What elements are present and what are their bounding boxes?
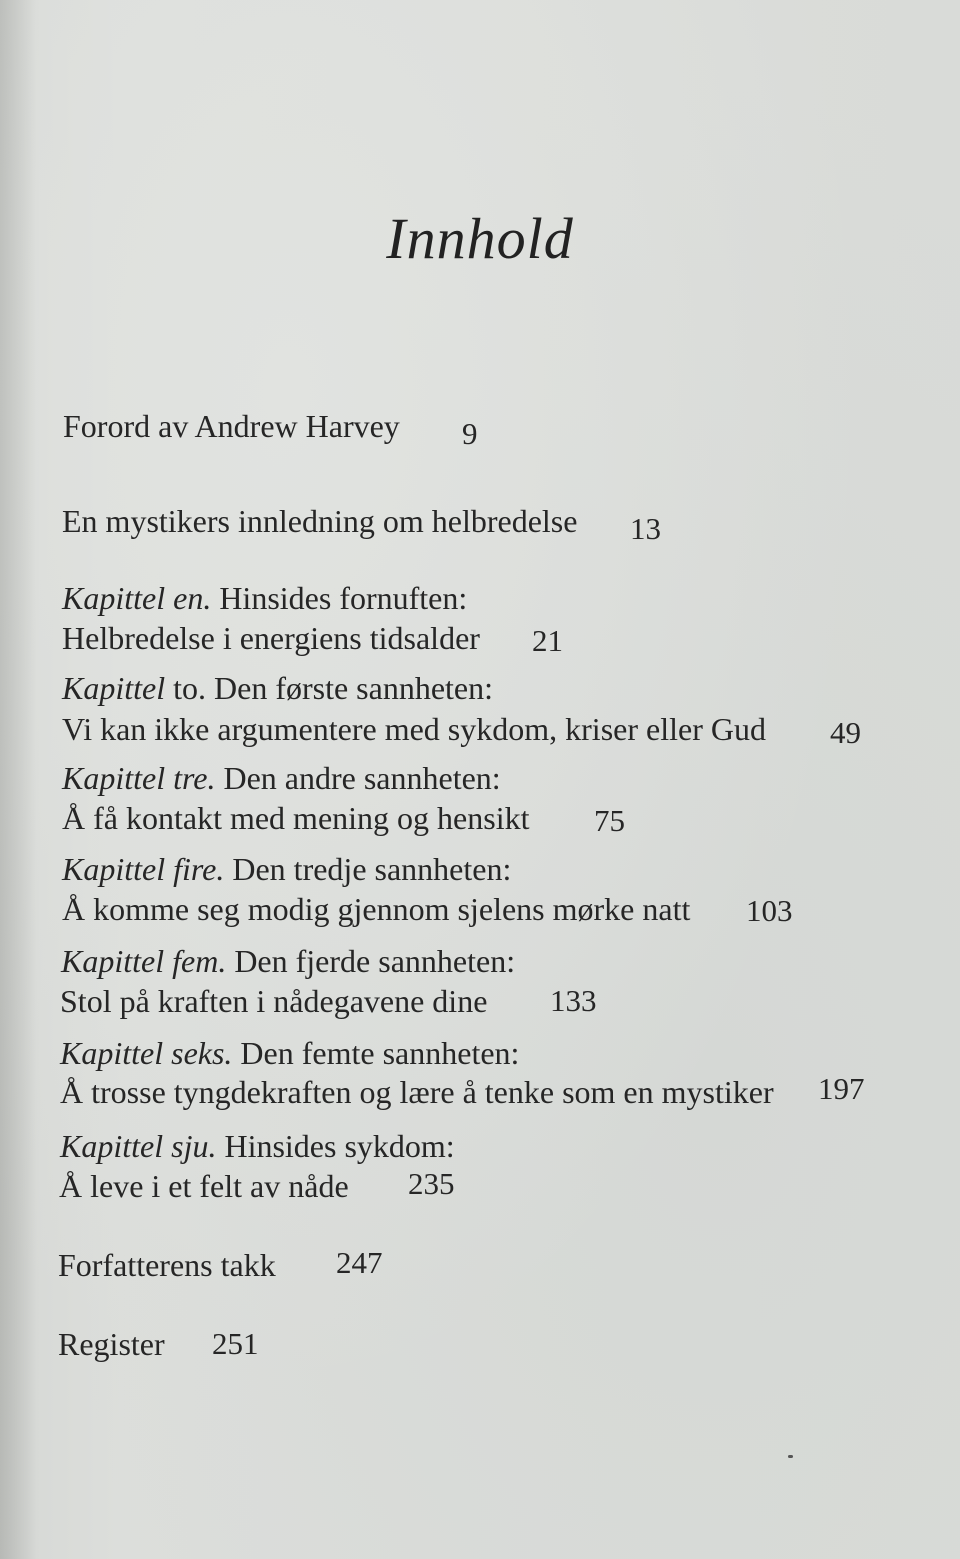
toc-page-number: 13: [630, 511, 661, 546]
toc-chapter-title: Å komme seg modig gjennom sjelens mørke natt: [62, 891, 691, 927]
chapter-subtitle: Den tredje sannheten:: [232, 851, 512, 887]
chapter-label: Kapittel tre.: [62, 760, 216, 796]
toc-page-number: 103: [746, 893, 793, 928]
toc-chapter-heading: [62, 851, 511, 888]
chapter-label-number: to.: [173, 670, 206, 706]
toc-chapter-title: Vi kan ikke argumentere med sykdom, kriser eller Gud: [62, 711, 766, 747]
toc-page-number: 21: [532, 623, 563, 658]
toc-entry-acknowledgements: Forfatterens takk: [58, 1247, 276, 1283]
chapter-subtitle: Den fjerde sannheten:: [234, 943, 516, 979]
toc-page-number: 75: [594, 803, 625, 838]
chapter-subtitle: Den andre sannheten:: [223, 760, 501, 796]
toc-chapter-title: Helbredelse i energiens tidsalder: [62, 620, 480, 656]
toc-entry-introduction: En mystikers innledning om helbredelse: [62, 503, 578, 539]
chapter-label: Kapittel en.: [62, 580, 212, 616]
toc-chapter-title: Å få kontakt med mening og hensikt: [62, 800, 530, 836]
chapter-label: Kapittel seks.: [60, 1035, 233, 1071]
toc-chapter-heading: [62, 580, 467, 617]
toc-chapter-heading: [62, 670, 493, 707]
chapter-subtitle: Den første sannheten:: [214, 670, 494, 706]
toc-chapter-heading: [61, 943, 515, 980]
toc-chapter-heading: [60, 1128, 455, 1165]
toc-chapter-title: Stol på kraften i nådegavene dine: [60, 983, 488, 1019]
chapter-label: Kapittel sju.: [60, 1128, 217, 1164]
toc-page-number: 49: [830, 715, 861, 750]
chapter-label: Kapittel fem.: [61, 943, 227, 979]
toc-page-number: 247: [336, 1245, 383, 1280]
chapter-label: Kapittel: [62, 670, 166, 706]
toc-entry-index: Register: [58, 1326, 165, 1362]
toc-chapter-heading: [62, 760, 501, 797]
toc-page-number: 133: [550, 983, 597, 1018]
chapter-subtitle: Den femte sannheten:: [240, 1035, 520, 1071]
toc-chapter-heading: [60, 1035, 519, 1072]
chapter-label: Kapittel fire.: [62, 851, 225, 887]
chapter-subtitle: Hinsides sykdom:: [224, 1128, 455, 1164]
page-title: Innhold: [386, 206, 574, 271]
toc-chapter-title: Å trosse tyngdekraften og lære å tenke som en mystiker: [60, 1074, 774, 1110]
chapter-subtitle: Hinsides fornuften:: [219, 580, 468, 616]
paper-speck: [788, 1455, 793, 1458]
toc-chapter-title: Å leve i et felt av nåde: [59, 1168, 349, 1204]
toc-page-number: 9: [462, 416, 478, 451]
toc-page-number: 235: [408, 1166, 455, 1201]
toc-page-number: 197: [818, 1071, 865, 1106]
toc-entry-foreword: Forord av Andrew Harvey: [63, 408, 400, 444]
toc-page-number: 251: [212, 1326, 259, 1361]
